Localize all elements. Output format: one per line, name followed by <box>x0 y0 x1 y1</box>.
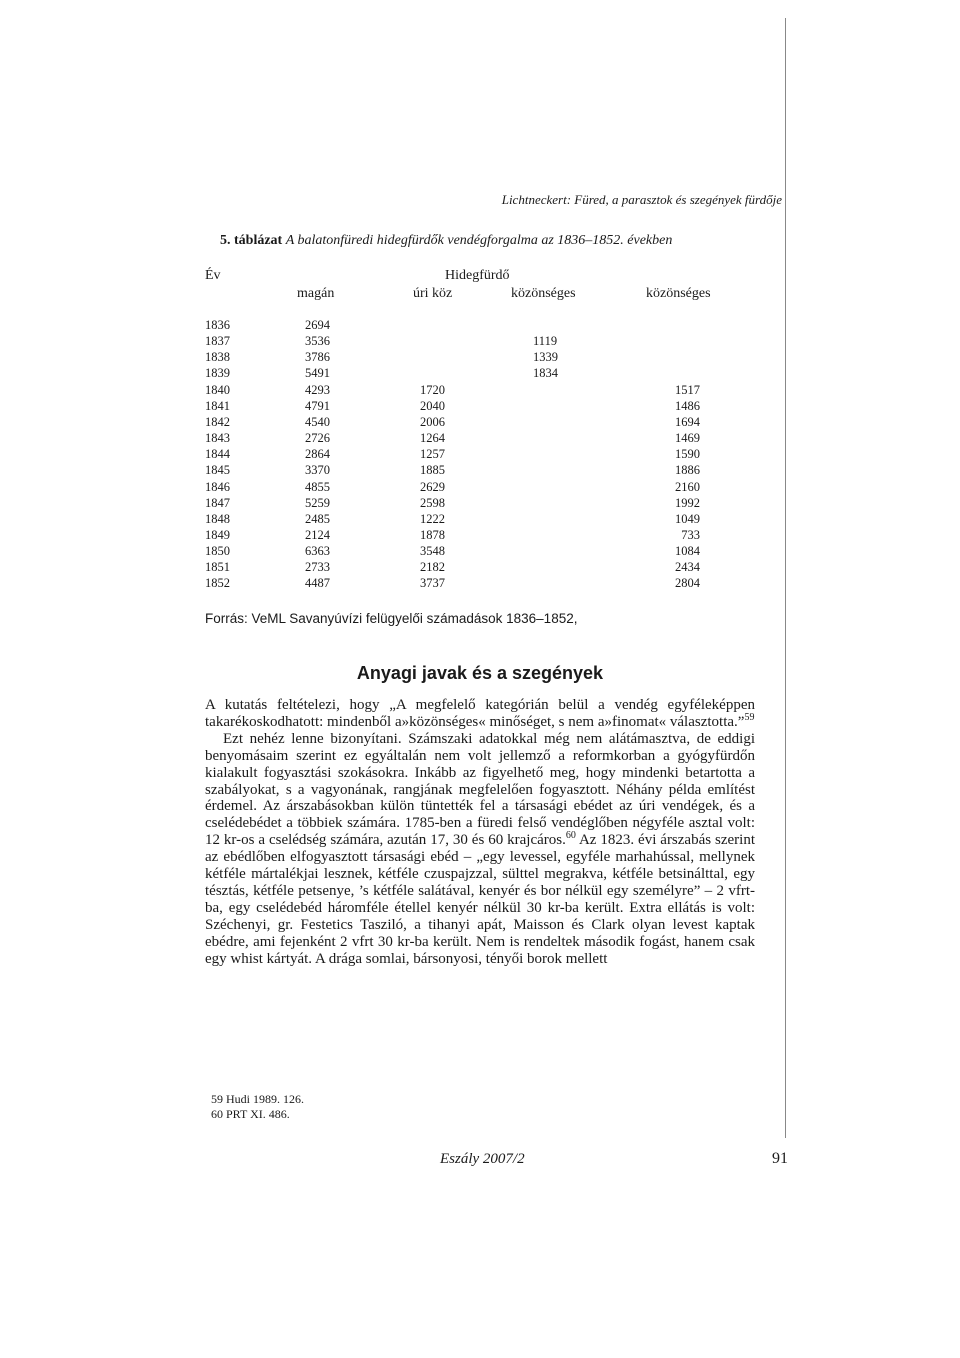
magan-cell: 6363 <box>305 544 330 559</box>
table-row <box>0 560 760 576</box>
magan-cell: 4540 <box>305 414 330 429</box>
table-row <box>0 512 760 528</box>
table-row <box>0 463 760 479</box>
uri-koz-cell: 2629 <box>420 479 445 494</box>
year-cell: 1844 <box>205 447 230 462</box>
uri-koz-cell: 1257 <box>420 447 445 462</box>
magan-cell: 4791 <box>305 398 330 413</box>
footnotes <box>211 1092 304 1122</box>
year-cell: 1841 <box>205 398 230 413</box>
uri-koz-cell: 1878 <box>420 527 445 542</box>
uri-koz-cell: 1264 <box>420 431 445 446</box>
kozonseges-2-cell: 1049 <box>675 511 700 526</box>
kozonseges-2-cell: 1992 <box>675 495 700 510</box>
section-title: Anyagi javak és a szegények <box>356 663 604 683</box>
magan-cell: 2726 <box>305 431 330 446</box>
magan-cell: 2864 <box>305 447 330 462</box>
magan-cell: 5259 <box>305 495 330 510</box>
kozonseges-2-cell: 2160 <box>675 479 700 494</box>
magan-cell: 4487 <box>305 576 330 591</box>
year-cell: 1838 <box>205 350 230 365</box>
table-row <box>0 318 760 334</box>
body-text <box>205 697 755 968</box>
table-row <box>0 366 760 382</box>
header-col-uri-koz: úri köz <box>413 286 453 301</box>
page-number: 91 <box>772 1150 788 1167</box>
header-col-kozonseges-2: közönséges <box>646 286 711 301</box>
table-row <box>0 350 760 366</box>
magan-cell: 2124 <box>305 527 330 542</box>
year-cell: 1851 <box>205 560 230 575</box>
kozonseges-2-cell: 1694 <box>675 414 700 429</box>
table-row <box>0 496 760 512</box>
table-caption-number: 5. táblázat <box>220 233 283 248</box>
year-cell: 1837 <box>205 334 230 349</box>
magan-cell: 2694 <box>305 318 330 332</box>
table-row <box>0 415 760 431</box>
year-cell: 1848 <box>205 511 230 526</box>
table-caption-title: A balatonfüredi hidegfürdők vendégforgalma az 1836–1852. években <box>285 233 673 248</box>
kozonseges-2-cell: 1517 <box>675 382 700 397</box>
magan-cell: 2485 <box>305 511 330 526</box>
uri-koz-cell: 1720 <box>420 382 445 397</box>
paragraph-2 <box>205 731 755 968</box>
table-row <box>0 334 760 350</box>
magan-cell: 2733 <box>305 560 330 575</box>
year-cell: 1850 <box>205 544 230 559</box>
table-row <box>0 544 760 560</box>
table-row <box>0 447 760 463</box>
table-row <box>0 576 760 592</box>
kozonseges-2-cell: 733 <box>681 527 700 542</box>
margin-rule <box>785 18 786 1138</box>
running-head: Lichtneckert: Füred, a parasztok és szegények fürdője <box>501 192 782 207</box>
paragraph-1-text: A kutatás feltételezi, hogy „A megfelelő kategórián belül a vendég egyféleképpen takarékoskodhatott: mindenből a»közönséges« minőséget, s nem a»finomat« választotta.” <box>205 697 755 730</box>
table-caption <box>220 233 672 249</box>
footnote-59: 59 Hudi 1989. 126. <box>211 1092 304 1106</box>
header-col-kozonseges-1: közönséges <box>511 286 576 301</box>
table-row <box>0 431 760 447</box>
kozonseges-2-cell: 1084 <box>675 544 700 559</box>
magan-cell: 3370 <box>305 463 330 478</box>
year-cell: 1852 <box>205 576 230 591</box>
header-year: Év <box>205 268 221 283</box>
kozonseges-1-cell: 1339 <box>533 350 558 365</box>
table-row <box>0 528 760 544</box>
kozonseges-2-cell: 1886 <box>675 463 700 478</box>
table-row <box>0 480 760 496</box>
header-group: Hidegfürdő <box>445 268 510 283</box>
year-cell: 1842 <box>205 414 230 429</box>
magan-cell: 5491 <box>305 366 330 381</box>
footnote-ref-59: 59 <box>744 711 755 723</box>
footer-journal: Eszály 2007/2 <box>440 1151 525 1167</box>
kozonseges-1-cell: 1119 <box>533 334 558 349</box>
magan-cell: 3536 <box>305 334 330 349</box>
kozonseges-2-cell: 1469 <box>675 431 700 446</box>
uri-koz-cell: 1222 <box>420 511 445 526</box>
uri-koz-cell: 2598 <box>420 495 445 510</box>
paragraph-1 <box>205 697 755 731</box>
uri-koz-cell: 1885 <box>420 463 445 478</box>
kozonseges-2-cell: 2804 <box>675 576 700 591</box>
uri-koz-cell: 2006 <box>420 414 445 429</box>
footnote-ref-60: 60 <box>565 830 576 842</box>
year-cell: 1846 <box>205 479 230 494</box>
uri-koz-cell: 2040 <box>420 398 445 413</box>
paragraph-2-part2: Az 1823. évi árszabás szerint az ebédlőben elfogyasztott társasági ebéd – „egy levessel, egyféle marhahússal, mellynek kétféle mártalékjai lesznek, kétféle czuspajzzal, sülttel megrakva, kétféle betsinálttal, egy tésztás, kétféle petsenye, ’s kétféle salátával, kenyér és bor nélkül egy személyre” – 2 vfrt-ba, egy cselédebéd háromféle étellel kenyér nélkül 30 kr-ba került. Extra ellátás is volt: Széchenyi, gr. Festetics Tasziló, a tihanyi apát, Maisson és Clark olyan levest kaptak ebédre, ami fejenként 2 vfrt 30 kr-ba került. Nem is rendeltek második fogást, hanem csak egy whist kártyát. A drága somlai, bársonyosi, tényői borok mellett <box>205 832 755 967</box>
magan-cell: 4855 <box>305 479 330 494</box>
footnote-60: 60 PRT XI. 486. <box>211 1107 290 1121</box>
paragraph-2-part1: Ezt nehéz lenne bizonyítani. Számszaki adatokkal még nem alátámasztva, de eddigi benyomásaim szerint ez egyáltalán nem volt jellemző a reformkorban a gyógyfürdőn kialakult fogyasztási szokásokra. Inkább az figyelhető meg, hogy mindenki betartotta a szabályokat, s a vagyonának, rangjának megfelelően fogyasztott. Néhány példa említést érdemel. Az árszabásokban külön tüntették fel a társasági ebédet az úri vendégek, és a cselédebédet a többiek számára. 1785-ben a füredi felső vendéglőben négyféle asztal volt: 12 kr-os a cselédség számára, azután 17, 30 és 60 krajcáros. <box>205 730 755 849</box>
year-cell: 1847 <box>205 495 230 510</box>
table-source: Forrás: VeML Savanyúvízi felügyelői számadások 1836–1852, <box>205 611 578 626</box>
year-cell: 1840 <box>205 382 230 397</box>
header-col-magan: magán <box>297 286 335 301</box>
table-row <box>0 399 760 415</box>
magan-cell: 3786 <box>305 350 330 365</box>
uri-koz-cell: 2182 <box>420 560 445 575</box>
year-cell: 1839 <box>205 366 230 381</box>
uri-koz-cell: 3737 <box>420 576 445 591</box>
year-cell: 1849 <box>205 527 230 542</box>
kozonseges-2-cell: 2434 <box>675 560 700 575</box>
kozonseges-2-cell: 1486 <box>675 398 700 413</box>
year-cell: 1836 <box>205 318 230 332</box>
magan-cell: 4293 <box>305 382 330 397</box>
uri-koz-cell: 3548 <box>420 544 445 559</box>
year-cell: 1843 <box>205 431 230 446</box>
year-cell: 1845 <box>205 463 230 478</box>
kozonseges-1-cell: 1834 <box>533 366 558 381</box>
kozonseges-2-cell: 1590 <box>675 447 700 462</box>
table-row <box>0 383 760 399</box>
